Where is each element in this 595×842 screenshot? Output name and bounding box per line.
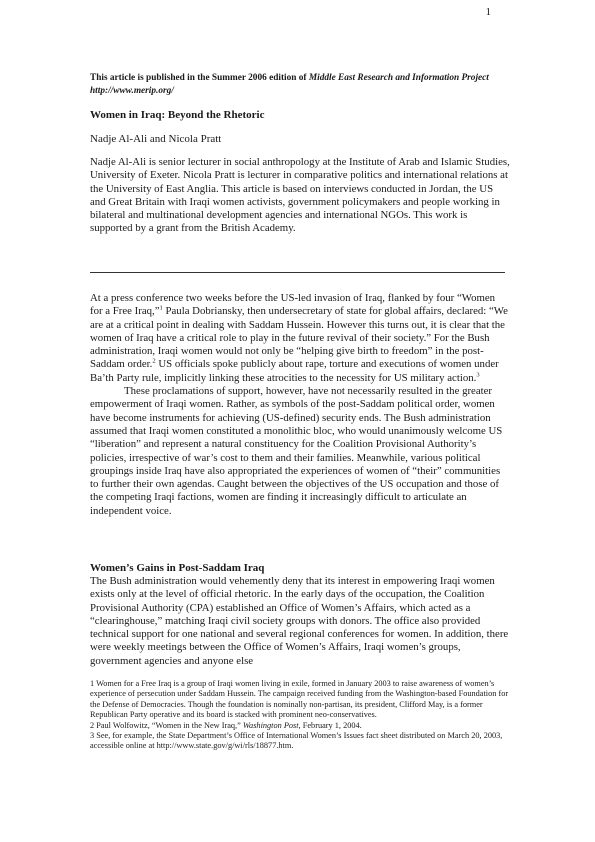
footnote-2-source: Washington Post (242, 720, 299, 730)
footnote-ref-2[interactable]: 2 (152, 357, 156, 365)
author-bio: Nadje Al-Ali is senior lecturer in social anthropology at the Institute of Arab and Islamic Studies, University of Exeter. Nicola Pratt is lecturer in comparative politics and international relations at the University of East Anglia. This article is based on interviews conducted in Jordan, the US and Great Britain with Iraqi women activists, government policymakers and people working in bilateral and multinational development agencies and international NGOs. This work is supported by a grant from the British Academy. (90, 156, 510, 235)
page-number: 1 (485, 6, 491, 18)
footnote-ref-1[interactable]: 1 (159, 304, 163, 312)
paragraph-1-part-2: Paula Dobriansky, then undersecretary of state for global affairs, declared: “We are at a critical point in dealing with Saddam Hussein. However this turns out, it is clear that the women of Iraq have a critical role to play in the future revival of their society.” For the Bush administration, Iraqi women would not only be “helping give birth to freedom” in the post-Saddam order. (90, 305, 508, 371)
footnote-2-lead: 2 Paul Wolfowitz, “Women in the New Iraq,” (90, 720, 243, 730)
article-body (90, 292, 510, 518)
footnote-1: 1 Women for a Free Iraq is a group of Iraqi women living in exile, formed in January 2003 to raise awareness of women’s experience of persecution under Saddam Hussein. The campaign received funding from the Washington-based Foundation for the Defense of Democracies. Though the foundation is nominally non-partisan, its president, Clifford May, is a former Republican Party operative and its board is stacked with prominent neo-conservatives. (90, 679, 509, 720)
section-paragraph: The Bush administration would vehemently deny that its interest in empowering Iraqi women exists only at the level of official rhetoric. In the early days of the occupation, the Coalition Provisional Authority (CPA) established an Office of Women’s Affairs, which acted as a “clearinghouse,” matching Iraqi civil society groups with donors. The office also provided technical support for one national and several regional conferences for women. In addition, there were weekly meetings between the Office of Women’s Affairs, Iraqi women’s groups, government agencies and anyone else (90, 575, 509, 667)
article-authors: Nadje Al-Ali and Nicola Pratt (90, 133, 222, 145)
section-heading: Women’s Gains in Post-Saddam Iraq (90, 562, 265, 574)
journal-name: Middle East Research and Information Project (308, 73, 489, 83)
paragraph-1 (90, 292, 510, 385)
horizontal-rule (90, 272, 505, 273)
paragraph-1-part-1: At a press conference two weeks before the US-led invasion of Iraq, flanked by four “Women for a Free Iraq,” (90, 292, 496, 318)
footnote-3: 3 See, for example, the State Department’s Office of International Women’s Issues fact sheet distributed on March 20, 2003, accessible online at http://www.state.gov/g/wi/rls/18877.htm. (90, 731, 503, 751)
article-title: Women in Iraq: Beyond the Rhetoric (90, 109, 265, 121)
journal-url[interactable]: http://www.merip.org/ (90, 86, 174, 96)
paragraph-2: These proclamations of support, however, have not necessarily resulted in the greater empowerment of Iraqi women. Rather, as symbols of the post-Saddam political order, women have become instruments for achieving (US-defined) security ends. The Bush administration assumed that Iraqi women constituted a monolithic bloc, who would unanimously welcome US “liberation” and represent a natural constituency for the Coalition Provisional Authority’s policies, irrespective of war’s cost to them and their families. Meanwhile, various political groupings inside Iraq have also appropriated the experiences of women of “their” communities to further their own agendas. Caught between the objectives of the US occupation and those of the competing Iraqi factions, women are finding it increasingly difficult to articulate an independent voice. (90, 385, 503, 517)
footnote-2-tail: , February 1, 2004. (298, 720, 362, 730)
footnote-ref-3[interactable]: 3 (476, 371, 480, 379)
paragraph-1-part-3: US officials spoke publicly about rape, torture and executions of women under Ba’th Party rule, implicitly linking these atrocities to the necessity for US military action. (90, 358, 499, 384)
publication-note-lead: This article is published in the Summer 2006 edition of (90, 73, 309, 83)
publication-note (90, 72, 515, 98)
footnotes (90, 679, 510, 752)
footnote-2 (90, 721, 510, 731)
